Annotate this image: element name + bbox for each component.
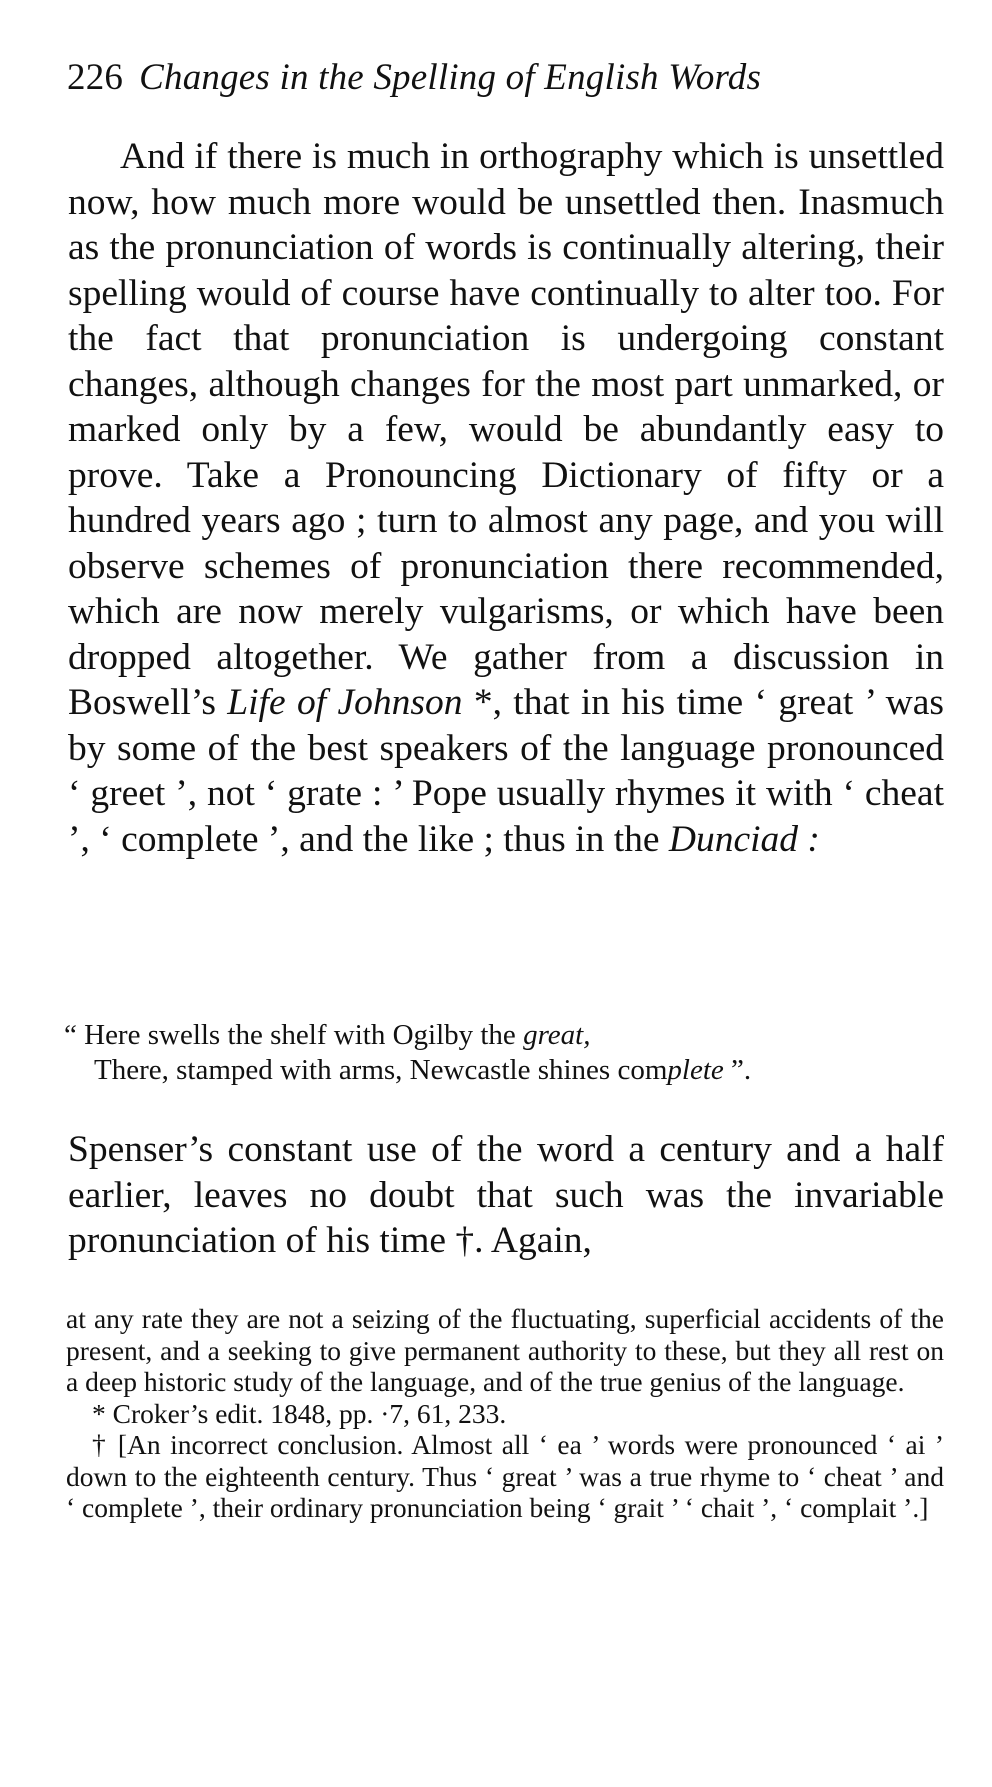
main-text: [68, 134, 944, 862]
footnote-carryover: at any rate they are not a seizing of the fluctuating, superficial accidents of the present, and a seeking to give permanent authority to these, but they all rest on a deep historic study of the language, and of the true genius of the language.: [66, 1303, 944, 1397]
verse-quotation: [64, 1018, 944, 1088]
life-of-johnson-title: Life of Johnson: [227, 682, 463, 723]
verse-line-1: [64, 1018, 944, 1053]
continuation-paragraph: Spenser’s constant use of the word a century and a half earlier, leaves no doubt that such was the invariable pronunciation of his time †. Again,: [68, 1129, 944, 1261]
verse-line-2-text: There, stamped with arms, Newcastle shines com: [94, 1054, 668, 1086]
continuation-text: [68, 1127, 944, 1264]
verse-line-2-end: ”.: [723, 1054, 752, 1086]
main-paragraph: [68, 134, 944, 862]
footnote-star: * Croker’s edit. 1848, pp. ·7, 61, 233.: [92, 1397, 507, 1429]
footnote-dagger: † [An incorrect conclusion. Almost all ‘ ea ’ words were pronounced ‘ ai ’ down to the eighteenth century. Thus ‘ great ’ was a true rhyme to ‘ cheat ’ and ‘ complete ’, their ordinary pronunciation being ‘ grait ’ ‘ chait ’, ‘ complait ’.]: [66, 1429, 944, 1523]
running-header: [67, 48, 947, 108]
verse-line-1-text: “ Here swells the shelf with Ogilby the: [64, 1019, 524, 1051]
footnotes: [66, 1303, 944, 1524]
running-title: Changes in the Spelling of English Words: [139, 57, 762, 98]
verse-word-plete: plete: [667, 1054, 724, 1086]
main-paragraph-text-continued: *, that in his time ‘ great ’ was by some of the best speakers of the language pronounced ‘ greet ’, not ‘ grate : ’ Pope usually rhymes it with ‘ cheat ’, ‘ complete ’, and the like ; thus in the: [68, 682, 944, 860]
main-paragraph-text: And if there is much in orthography which is unsettled now, how much more would be unsettled then. Inasmuch as the pronunciation of words is continually altering, their spelling would of course have continually to alter too. For the fact that pronunciation is undergoing constant changes, although changes for the most part unmarked, or marked only by a few, would be abundantly easy to prove. Take a Pronouncing Dictionary of fifty or a hundred years ago ; turn to almost any page, and you will observe schemes of pronunciation there recommended, which are now merely vulgarisms, or which have been dropped altogether. We gather from a discussion in Boswell’s: [68, 136, 944, 723]
dunciad-title: Dunciad :: [668, 818, 820, 860]
verse-word-great: great,: [523, 1019, 591, 1051]
verse-line-2: [64, 1053, 944, 1088]
page-number: 226: [67, 57, 124, 98]
